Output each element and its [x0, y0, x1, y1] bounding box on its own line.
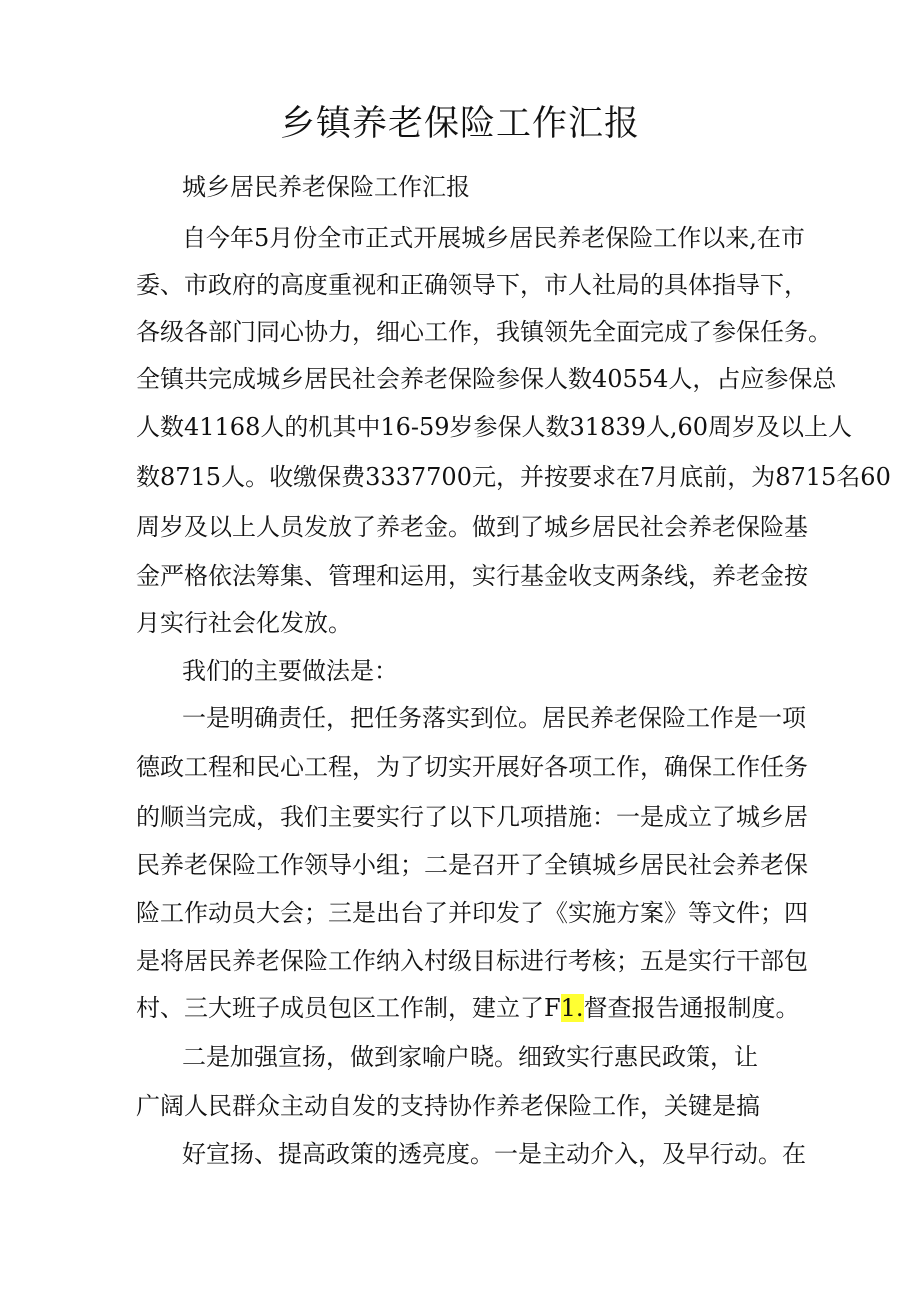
highlighted-text: 1.: [560, 994, 584, 1022]
text-line: 民养老保险工作领导小组；二是召开了全镇城乡居民社会养老保: [136, 851, 808, 879]
text-line: [136, 991, 800, 1025]
text-segment: 督查报告通报制度。: [583, 994, 800, 1022]
text-line: 金严格依法筹集、管理和运用，实行基金收支两条线，养老金按: [136, 562, 808, 590]
text-line: 二是加强宣扬，做到家喻户晓。细致实行惠民政策，让: [182, 1043, 758, 1071]
text-line: 的顺当完成，我们主要实行了以下几项措施：一是成立了城乡居: [136, 803, 808, 831]
text-line: 自今年5月份全市正式开展城乡居民养老保险工作以来,在市: [182, 224, 805, 252]
subtitle-line: 城乡居民养老保险工作汇报: [182, 173, 470, 201]
text-line: 月实行社会化发放。: [136, 609, 352, 637]
text-line: 德政工程和民心工程，为了切实开展好各项工作，确保工作任务: [136, 753, 808, 781]
text-line: 周岁及以上人员发放了养老金。做到了城乡居民社会养老保险基: [136, 513, 808, 541]
text-line: 是将居民养老保险工作纳入村级目标进行考核；五是实行干部包: [136, 947, 808, 975]
text-line: 人数41168人的机其中16-59岁参保人数31839人,60周岁及以上人: [136, 413, 853, 441]
text-segment: 村、三大班子成员包区工作制，建立了F: [136, 994, 561, 1022]
text-line: 委、市政府的高度重视和正确领导下，市人社局的具体指导下，: [136, 271, 808, 299]
text-line: 广阔人民群众主动自发的支持协作养老保险工作，关键是搞: [136, 1092, 760, 1120]
text-line: 我们的主要做法是：: [182, 657, 398, 685]
text-line: 险工作动员大会；三是出台了并印发了《实施方案》等文件；四: [136, 899, 808, 927]
text-line: 各级各部门同心协力，细心工作，我镇领先全面完成了参保任务。: [136, 318, 832, 346]
text-line: 一是明确责任，把任务落实到位。居民养老保险工作是一项: [182, 704, 806, 732]
text-line: 好宣扬、提高政策的透亮度。一是主动介入，及早行动。在: [182, 1140, 806, 1168]
document-title: 乡镇养老保险工作汇报: [279, 104, 640, 144]
text-line: 数8715人。收缴保费3337700元，并按要求在7月底前，为8715名60: [136, 463, 891, 491]
text-line: 全镇共完成城乡居民社会养老保险参保人数40554人，占应参保总: [136, 365, 837, 393]
